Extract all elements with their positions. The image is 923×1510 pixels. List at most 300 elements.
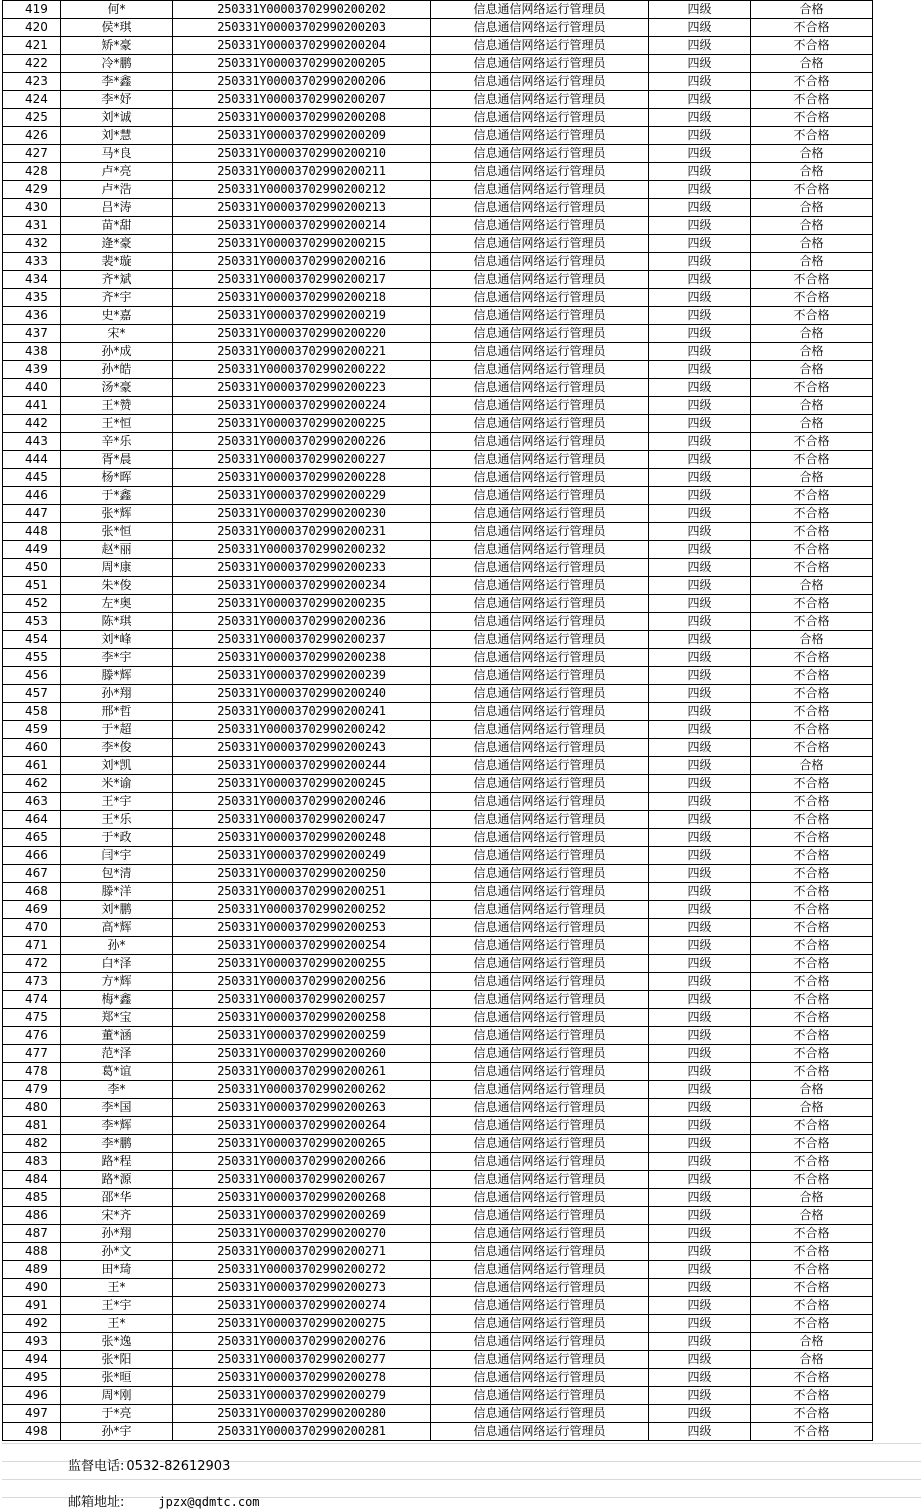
certificate-number: 250331Y00003702990200264 [173, 1117, 431, 1135]
level: 四级 [649, 325, 751, 343]
table-row [3, 613, 873, 631]
level: 四级 [649, 145, 751, 163]
row-number: 446 [3, 487, 61, 505]
table-row [3, 343, 873, 361]
certificate-number: 250331Y00003702990200238 [173, 649, 431, 667]
row-number: 473 [3, 973, 61, 991]
result: 不合格 [751, 703, 873, 721]
row-number: 434 [3, 271, 61, 289]
level: 四级 [649, 811, 751, 829]
certificate-number: 250331Y00003702990200215 [173, 235, 431, 253]
row-number: 474 [3, 991, 61, 1009]
certificate-number: 250331Y00003702990200230 [173, 505, 431, 523]
certificate-number: 250331Y00003702990200280 [173, 1405, 431, 1423]
table-row [3, 505, 873, 523]
level: 四级 [649, 1423, 751, 1441]
occupation: 信息通信网络运行管理员 [431, 1207, 649, 1225]
row-number: 424 [3, 91, 61, 109]
row-number: 498 [3, 1423, 61, 1441]
occupation: 信息通信网络运行管理员 [431, 1081, 649, 1099]
result: 不合格 [751, 1117, 873, 1135]
result: 不合格 [751, 1045, 873, 1063]
certificate-number: 250331Y00003702990200254 [173, 937, 431, 955]
level: 四级 [649, 1135, 751, 1153]
certificate-number: 250331Y00003702990200244 [173, 757, 431, 775]
result: 不合格 [751, 1135, 873, 1153]
occupation: 信息通信网络运行管理员 [431, 397, 649, 415]
candidate-name: 高*辉 [61, 919, 173, 937]
certificate-number: 250331Y00003702990200213 [173, 199, 431, 217]
level: 四级 [649, 757, 751, 775]
occupation: 信息通信网络运行管理员 [431, 1261, 649, 1279]
occupation: 信息通信网络运行管理员 [431, 1369, 649, 1387]
row-number: 459 [3, 721, 61, 739]
row-number: 485 [3, 1189, 61, 1207]
occupation: 信息通信网络运行管理员 [431, 883, 649, 901]
table-row [3, 1261, 873, 1279]
row-number: 449 [3, 541, 61, 559]
table-row [3, 1117, 873, 1135]
level: 四级 [649, 1099, 751, 1117]
occupation: 信息通信网络运行管理员 [431, 1099, 649, 1117]
certificate-number: 250331Y00003702990200221 [173, 343, 431, 361]
certificate-number: 250331Y00003702990200226 [173, 433, 431, 451]
candidate-name: 王*宇 [61, 793, 173, 811]
candidate-name: 赵*丽 [61, 541, 173, 559]
result: 合格 [751, 577, 873, 595]
certificate-number: 250331Y00003702990200260 [173, 1045, 431, 1063]
occupation: 信息通信网络运行管理员 [431, 289, 649, 307]
row-number: 470 [3, 919, 61, 937]
certificate-number: 250331Y00003702990200219 [173, 307, 431, 325]
table-row [3, 1297, 873, 1315]
candidate-name: 滕*洋 [61, 883, 173, 901]
table-row [3, 523, 873, 541]
table-row [3, 487, 873, 505]
candidate-name: 吕*涛 [61, 199, 173, 217]
table-row [3, 577, 873, 595]
certificate-number: 250331Y00003702990200225 [173, 415, 431, 433]
candidate-name: 史*嘉 [61, 307, 173, 325]
candidate-name: 闫*宇 [61, 847, 173, 865]
level: 四级 [649, 451, 751, 469]
table-row [3, 757, 873, 775]
certificate-number: 250331Y00003702990200269 [173, 1207, 431, 1225]
occupation: 信息通信网络运行管理员 [431, 1, 649, 19]
certificate-number: 250331Y00003702990200271 [173, 1243, 431, 1261]
table-row [3, 1045, 873, 1063]
candidate-name: 侯*琪 [61, 19, 173, 37]
row-number: 483 [3, 1153, 61, 1171]
table-row [3, 1099, 873, 1117]
certificate-number: 250331Y00003702990200212 [173, 181, 431, 199]
table-row [3, 721, 873, 739]
row-number: 445 [3, 469, 61, 487]
table-row [3, 469, 873, 487]
level: 四级 [649, 559, 751, 577]
table-row [3, 1279, 873, 1297]
occupation: 信息通信网络运行管理员 [431, 523, 649, 541]
row-number: 477 [3, 1045, 61, 1063]
row-number: 444 [3, 451, 61, 469]
occupation: 信息通信网络运行管理员 [431, 343, 649, 361]
table-row [3, 1171, 873, 1189]
certificate-number: 250331Y00003702990200270 [173, 1225, 431, 1243]
occupation: 信息通信网络运行管理员 [431, 91, 649, 109]
level: 四级 [649, 91, 751, 109]
certificate-number: 250331Y00003702990200242 [173, 721, 431, 739]
candidate-name: 卢*浩 [61, 181, 173, 199]
result: 不合格 [751, 541, 873, 559]
level: 四级 [649, 343, 751, 361]
candidate-name: 李* [61, 1081, 173, 1099]
certificate-number: 250331Y00003702990200247 [173, 811, 431, 829]
result: 不合格 [751, 901, 873, 919]
occupation: 信息通信网络运行管理员 [431, 937, 649, 955]
row-number: 447 [3, 505, 61, 523]
result: 合格 [751, 55, 873, 73]
result: 不合格 [751, 685, 873, 703]
certificate-number: 250331Y00003702990200246 [173, 793, 431, 811]
table-row [3, 325, 873, 343]
candidate-name: 路*程 [61, 1153, 173, 1171]
result: 不合格 [751, 811, 873, 829]
occupation: 信息通信网络运行管理员 [431, 73, 649, 91]
table-row [3, 973, 873, 991]
table-row [3, 703, 873, 721]
result: 不合格 [751, 1261, 873, 1279]
occupation: 信息通信网络运行管理员 [431, 577, 649, 595]
occupation: 信息通信网络运行管理员 [431, 487, 649, 505]
candidate-name: 于*超 [61, 721, 173, 739]
result: 不合格 [751, 919, 873, 937]
level: 四级 [649, 307, 751, 325]
result: 不合格 [751, 1279, 873, 1297]
candidate-name: 包*清 [61, 865, 173, 883]
level: 四级 [649, 217, 751, 235]
row-number: 426 [3, 127, 61, 145]
table-row [3, 235, 873, 253]
occupation: 信息通信网络运行管理员 [431, 1171, 649, 1189]
level: 四级 [649, 253, 751, 271]
certificate-number: 250331Y00003702990200202 [173, 1, 431, 19]
candidate-name: 杨*晖 [61, 469, 173, 487]
occupation: 信息通信网络运行管理员 [431, 145, 649, 163]
row-number: 484 [3, 1171, 61, 1189]
level: 四级 [649, 649, 751, 667]
occupation: 信息通信网络运行管理员 [431, 847, 649, 865]
certificate-number: 250331Y00003702990200239 [173, 667, 431, 685]
result: 不合格 [751, 289, 873, 307]
level: 四级 [649, 379, 751, 397]
table-row [3, 145, 873, 163]
candidate-name: 张*辉 [61, 505, 173, 523]
table-row [3, 37, 873, 55]
occupation: 信息通信网络运行管理员 [431, 163, 649, 181]
result: 合格 [751, 361, 873, 379]
certificate-number: 250331Y00003702990200232 [173, 541, 431, 559]
certificate-number: 250331Y00003702990200234 [173, 577, 431, 595]
occupation: 信息通信网络运行管理员 [431, 865, 649, 883]
row-number: 461 [3, 757, 61, 775]
row-number: 441 [3, 397, 61, 415]
occupation: 信息通信网络运行管理员 [431, 127, 649, 145]
occupation: 信息通信网络运行管理员 [431, 1117, 649, 1135]
result: 不合格 [751, 955, 873, 973]
candidate-name: 白*泽 [61, 955, 173, 973]
certificate-number: 250331Y00003702990200262 [173, 1081, 431, 1099]
table-row [3, 181, 873, 199]
candidate-name: 周*刚 [61, 1387, 173, 1405]
table-row [3, 109, 873, 127]
occupation: 信息通信网络运行管理员 [431, 667, 649, 685]
candidate-name: 孙*成 [61, 343, 173, 361]
certificate-number: 250331Y00003702990200228 [173, 469, 431, 487]
row-number: 457 [3, 685, 61, 703]
candidate-name: 邢*哲 [61, 703, 173, 721]
table-row [3, 901, 873, 919]
row-number: 482 [3, 1135, 61, 1153]
grid-line [2, 1443, 921, 1444]
level: 四级 [649, 613, 751, 631]
candidate-name: 李*鑫 [61, 73, 173, 91]
level: 四级 [649, 595, 751, 613]
candidate-name: 冷*鹏 [61, 55, 173, 73]
result: 不合格 [751, 37, 873, 55]
table-row [3, 307, 873, 325]
table-row [3, 991, 873, 1009]
row-number: 427 [3, 145, 61, 163]
candidate-name: 梅*鑫 [61, 991, 173, 1009]
candidate-name: 刘*鹏 [61, 901, 173, 919]
table-row [3, 541, 873, 559]
certificate-number: 250331Y00003702990200249 [173, 847, 431, 865]
candidate-name: 张*阳 [61, 1351, 173, 1369]
result: 不合格 [751, 1063, 873, 1081]
candidate-name: 董*涵 [61, 1027, 173, 1045]
candidate-name: 李*辉 [61, 1117, 173, 1135]
occupation: 信息通信网络运行管理员 [431, 451, 649, 469]
row-number: 452 [3, 595, 61, 613]
occupation: 信息通信网络运行管理员 [431, 1315, 649, 1333]
table-row [3, 865, 873, 883]
occupation: 信息通信网络运行管理员 [431, 793, 649, 811]
occupation: 信息通信网络运行管理员 [431, 379, 649, 397]
result: 不合格 [751, 1243, 873, 1261]
certificate-number: 250331Y00003702990200233 [173, 559, 431, 577]
certificate-number: 250331Y00003702990200273 [173, 1279, 431, 1297]
candidate-name: 郑*宝 [61, 1009, 173, 1027]
level: 四级 [649, 1045, 751, 1063]
level: 四级 [649, 1279, 751, 1297]
candidate-name: 方*辉 [61, 973, 173, 991]
row-number: 451 [3, 577, 61, 595]
result: 不合格 [751, 1225, 873, 1243]
occupation: 信息通信网络运行管理员 [431, 1009, 649, 1027]
candidate-name: 孙*宇 [61, 1423, 173, 1441]
table-row [3, 1063, 873, 1081]
level: 四级 [649, 847, 751, 865]
table-row [3, 631, 873, 649]
certificate-number: 250331Y00003702990200263 [173, 1099, 431, 1117]
candidate-name: 辛*乐 [61, 433, 173, 451]
level: 四级 [649, 937, 751, 955]
level: 四级 [649, 793, 751, 811]
supervision-phone [68, 1455, 248, 1474]
level: 四级 [649, 1081, 751, 1099]
level: 四级 [649, 1153, 751, 1171]
result: 不合格 [751, 613, 873, 631]
table-row [3, 685, 873, 703]
table-row [3, 811, 873, 829]
result: 合格 [751, 199, 873, 217]
certificate-number: 250331Y00003702990200277 [173, 1351, 431, 1369]
row-number: 492 [3, 1315, 61, 1333]
row-number: 458 [3, 703, 61, 721]
table-row [3, 1027, 873, 1045]
candidate-name: 邵*华 [61, 1189, 173, 1207]
result: 不合格 [751, 1423, 873, 1441]
table-row [3, 415, 873, 433]
table-row [3, 73, 873, 91]
occupation: 信息通信网络运行管理员 [431, 181, 649, 199]
table-row [3, 937, 873, 955]
candidate-name: 于*鑫 [61, 487, 173, 505]
level: 四级 [649, 667, 751, 685]
level: 四级 [649, 235, 751, 253]
row-number: 471 [3, 937, 61, 955]
occupation: 信息通信网络运行管理员 [431, 1153, 649, 1171]
row-number: 442 [3, 415, 61, 433]
candidate-name: 李*俊 [61, 739, 173, 757]
candidate-name: 汤*豪 [61, 379, 173, 397]
table-row [3, 919, 873, 937]
certificate-number: 250331Y00003702990200241 [173, 703, 431, 721]
certificate-number: 250331Y00003702990200245 [173, 775, 431, 793]
result: 合格 [751, 1081, 873, 1099]
result: 不合格 [751, 487, 873, 505]
result: 合格 [751, 1099, 873, 1117]
row-number: 438 [3, 343, 61, 361]
occupation: 信息通信网络运行管理员 [431, 433, 649, 451]
result: 不合格 [751, 109, 873, 127]
occupation: 信息通信网络运行管理员 [431, 271, 649, 289]
level: 四级 [649, 883, 751, 901]
candidate-name: 路*源 [61, 1171, 173, 1189]
certificate-number: 250331Y00003702990200206 [173, 73, 431, 91]
candidate-name: 王*赞 [61, 397, 173, 415]
certificate-number: 250331Y00003702990200203 [173, 19, 431, 37]
certificate-number: 250331Y00003702990200268 [173, 1189, 431, 1207]
row-number: 490 [3, 1279, 61, 1297]
level: 四级 [649, 199, 751, 217]
candidate-name: 刘*峰 [61, 631, 173, 649]
certificate-number: 250331Y00003702990200250 [173, 865, 431, 883]
level: 四级 [649, 1369, 751, 1387]
table-row [3, 451, 873, 469]
candidate-name: 马*良 [61, 145, 173, 163]
row-number: 466 [3, 847, 61, 865]
table-row [3, 1333, 873, 1351]
certificate-number: 250331Y00003702990200207 [173, 91, 431, 109]
level: 四级 [649, 433, 751, 451]
row-number: 476 [3, 1027, 61, 1045]
level: 四级 [649, 1009, 751, 1027]
result: 合格 [751, 145, 873, 163]
result: 不合格 [751, 667, 873, 685]
candidate-name: 卢*亮 [61, 163, 173, 181]
result: 不合格 [751, 505, 873, 523]
level: 四级 [649, 1261, 751, 1279]
candidate-name: 张*恒 [61, 523, 173, 541]
table-row [3, 667, 873, 685]
candidate-name: 李*宇 [61, 649, 173, 667]
result: 合格 [751, 1351, 873, 1369]
table-row [3, 775, 873, 793]
occupation: 信息通信网络运行管理员 [431, 829, 649, 847]
row-number: 455 [3, 649, 61, 667]
row-number: 420 [3, 19, 61, 37]
row-number: 462 [3, 775, 61, 793]
result: 不合格 [751, 181, 873, 199]
table-row [3, 433, 873, 451]
row-number: 489 [3, 1261, 61, 1279]
candidate-name: 李*鹏 [61, 1135, 173, 1153]
occupation: 信息通信网络运行管理员 [431, 109, 649, 127]
result: 不合格 [751, 991, 873, 1009]
occupation: 信息通信网络运行管理员 [431, 1189, 649, 1207]
occupation: 信息通信网络运行管理员 [431, 775, 649, 793]
row-number: 443 [3, 433, 61, 451]
level: 四级 [649, 919, 751, 937]
table-row [3, 847, 873, 865]
occupation: 信息通信网络运行管理员 [431, 1135, 649, 1153]
level: 四级 [649, 1243, 751, 1261]
row-number: 475 [3, 1009, 61, 1027]
result: 不合格 [751, 379, 873, 397]
candidate-name: 李*国 [61, 1099, 173, 1117]
result: 合格 [751, 163, 873, 181]
certificate-number: 250331Y00003702990200227 [173, 451, 431, 469]
level: 四级 [649, 1117, 751, 1135]
candidate-name: 宋*齐 [61, 1207, 173, 1225]
level: 四级 [649, 163, 751, 181]
table-row [3, 55, 873, 73]
table-row [3, 1405, 873, 1423]
occupation: 信息通信网络运行管理员 [431, 1351, 649, 1369]
certificate-number: 250331Y00003702990200258 [173, 1009, 431, 1027]
table-row [3, 1009, 873, 1027]
table-row [3, 1369, 873, 1387]
result: 不合格 [751, 433, 873, 451]
row-number: 430 [3, 199, 61, 217]
level: 四级 [649, 19, 751, 37]
occupation: 信息通信网络运行管理员 [431, 1045, 649, 1063]
result: 合格 [751, 343, 873, 361]
certificate-number: 250331Y00003702990200261 [173, 1063, 431, 1081]
certificate-number: 250331Y00003702990200276 [173, 1333, 431, 1351]
certificate-number: 250331Y00003702990200223 [173, 379, 431, 397]
candidate-name: 裴*璇 [61, 253, 173, 271]
row-number: 481 [3, 1117, 61, 1135]
certificate-number: 250331Y00003702990200251 [173, 883, 431, 901]
table-row [3, 1081, 873, 1099]
result: 合格 [751, 1207, 873, 1225]
candidate-name: 范*泽 [61, 1045, 173, 1063]
result: 不合格 [751, 307, 873, 325]
certificate-number: 250331Y00003702990200274 [173, 1297, 431, 1315]
candidate-name: 苗*甜 [61, 217, 173, 235]
